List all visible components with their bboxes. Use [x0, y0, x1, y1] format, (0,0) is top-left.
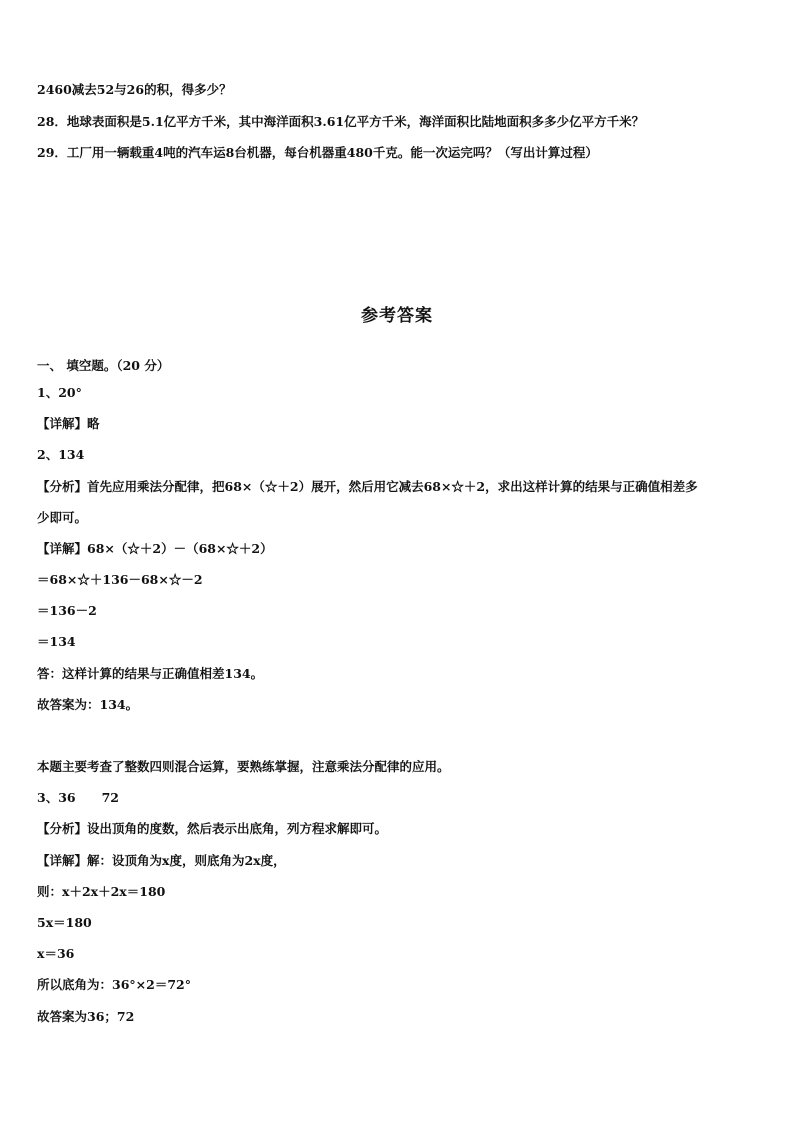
section-heading: 一、 填空题。（20 分）: [37, 358, 170, 373]
answer-3-analysis: 【分析】设出顶角的度数，然后表示出底角，列方程求解即可。: [37, 821, 388, 836]
question-29: 29．工厂用一辆载重4吨的汽车运8台机器，每台机器重480千克。能一次运完吗？（写出计算过程）: [37, 145, 598, 160]
answer-3-step1: 则：x＋2x＋2x＝180: [37, 884, 166, 899]
answer-2-note: 本题主要考查了整数四则混合运算，要熟练掌握，注意乘法分配律的应用。: [37, 759, 450, 774]
answer-3-step4: 所以底角为：36°×2＝72°: [37, 977, 191, 992]
answer-2-reply: 答：这样计算的结果与正确值相差134。: [37, 666, 264, 681]
answer-2-analysis-line2: 少即可。: [37, 510, 88, 525]
answer-3-step2: 5x＝180: [37, 915, 92, 930]
answer-3-detail: 【详解】解：设顶角为x度，则底角为2x度，: [37, 853, 286, 868]
answer-1-number: 1、20°: [37, 385, 82, 400]
answer-2-final: 故答案为：134。: [37, 697, 139, 712]
answers-title: 参考答案: [361, 306, 433, 326]
answer-2-step2: ＝136－2: [37, 603, 97, 618]
answer-3-number-row: [37, 790, 119, 806]
answer-3-number-second: 72: [101, 790, 119, 805]
answer-3-step3: x＝36: [37, 946, 75, 961]
answer-3-number: 3、36: [37, 790, 76, 805]
answer-2-number: 2、134: [37, 447, 85, 462]
answer-2-step1: ＝68×☆＋136－68×☆－2: [37, 572, 203, 587]
answer-2-detail: 【详解】68×（☆＋2）－（68×☆＋2）: [37, 541, 273, 556]
question-28: 28．地球表面积是5.1亿平方千米，其中海洋面积3.61亿平方千米，海洋面积比陆地面积多多少亿平方千米？: [37, 114, 645, 129]
answer-2-analysis-line1: 【分析】首先应用乘法分配律，把68×（☆＋2）展开，然后用它减去68×☆＋2，求出这样计算的结果与正确值相差多: [37, 479, 698, 494]
question-27-continuation: 2460减去52与26的积，得多少？: [37, 82, 232, 97]
answer-3-final: 故答案为36；72: [37, 1009, 135, 1024]
answer-1-detail: 【详解】略: [37, 416, 100, 431]
answer-2-step3: ＝134: [37, 634, 76, 649]
